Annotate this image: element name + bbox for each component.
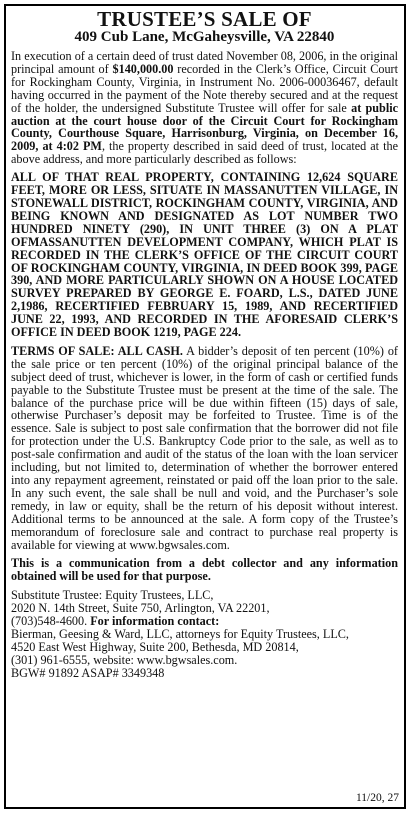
notice-title: TRUSTEE’S SALE OF [97,7,312,31]
terms-label: TERMS OF SALE: ALL CASH. [11,343,183,358]
contact-line-4: Bierman, Geesing & Ward, LLC, attorneys for Equity Trustees, LLC, [11,626,349,641]
intro-paragraph [11,50,398,166]
contact-phone: (703)548-4600. [11,614,88,629]
intro-text-2: recorded in the Clerk’s Office, Circuit Court for Rockingham County, Virginia, in Instrument No. 2006-00036467, default having occurred in the payment of the Note thereby secured and at the request of the holder, the undersigned Substitute Trustee will offer for sale [11,61,398,115]
intro-text-3: , the property described in said deed of trust, located at the above address, and more particularly described as follows: [11,139,398,167]
terms-paragraph [11,345,398,552]
legal-notice [4,4,406,809]
contact-block [11,589,398,679]
contact-line-5: 4520 East West Highway, Suite 200, Bethesda, MD 20814, [11,639,299,654]
contact-line-6: (301) 961-6555, website: www.bgwsales.com. [11,652,238,667]
principal-amount: $140,000.00 [112,61,174,76]
publication-dates: 11/20, 27 [355,792,399,804]
terms-text: A bidder’s deposit of ten percent (10%) of the sale price or ten percent (10%) of the original principal balance of the subject deed of trust, whichever is lower, in the form of cash or certified funds payable to the Substitute Trustee must be present at the time of the sale. The balance of the purchase price will be due within fifteen (15) days of sale, otherwise Purchaser’s deposit may be forfeited to Trustee. Time is of the essence. Sale is subject to post sale confirmation that the borrower did not file for protection under the U.S. Bankruptcy Code prior to the sale, as well as to post-sale confirmation and audit of the status of the loan with the loan servicer including, but not limited to, determination of whether the borrower entered into any repayment agreement, reinstated or paid off the loan prior to the sale. In any such event, the sale shall be null and void, and the Purchaser’s sole remedy, in law or equity, shall be the return of his deposit without interest. Additional terms to be announced at the sale. A form copy of the Trustee’s memorandum of foreclosure sale and contract to purchase real property is available for viewing at www.bgwsales.com. [11,343,398,552]
contact-line-7: BGW# 91892 ASAP# 3349348 [11,665,165,680]
property-address: 409 Cub Lane, McGaheysville, VA 22840 [74,29,335,45]
contact-line-2: 2020 N. 14th Street, Suite 750, Arlington, VA 22201, [11,601,270,616]
debt-collector-text: This is a communication from a debt collector and any information obtained will be used for that purpose. [11,556,398,584]
debt-collector-notice [11,557,398,583]
auction-details: at public auction at the court house door of the Circuit Court for Rockingham County, Courthouse Square, Harrisonburg, Virginia, on December 16, 2009, at 4:02 PM [11,100,399,154]
intro-text-1: In execution of a certain deed of trust dated November 08, 2006, in the original principal amount of [11,49,398,76]
contact-line-1: Substitute Trustee: Equity Trustees, LLC, [11,588,214,603]
legal-description: ALL OF THAT REAL PROPERTY, CONTAINING 12,624 SQUARE FEET, MORE OR LESS, SITUATE IN MASSANUTTEN VILLAGE, IN STONEWALL DISTRICT, ROCKINGHAM COUNTY, VIRGINIA, AND BEING KNOWN AND DESIGNATED AS LOT NUMBER TWO HUNDRED NINETY (290), IN UNIT THREE (3) ON A PLAT OFMASSANUTTEN DEVELOPMENT COMPANY, WHICH PLAT IS RECORDED IN THE CLERK’S OFFICE OF THE CIRCUIT COURT OF ROCKINGHAM COUNTY, VIRGINIA, IN DEED BOOK 399, PAGE 390, AND MORE PARTICULARLY SHOWN ON A HOUSE LOCATED SURVEY PREPARED BY GEORGE E. FOARD, L.S., DATED JUNE 2,1986, RECERTIFIED FEBRUARY 15, 1989, AND RECERTIFIED JUNE 22, 1993, AND RECORDED IN THE AFORESAID CLERK’S OFFICE IN DEED BOOK 1219, PAGE 224. [11,170,398,340]
contact-info-label: For information contact: [87,614,220,629]
